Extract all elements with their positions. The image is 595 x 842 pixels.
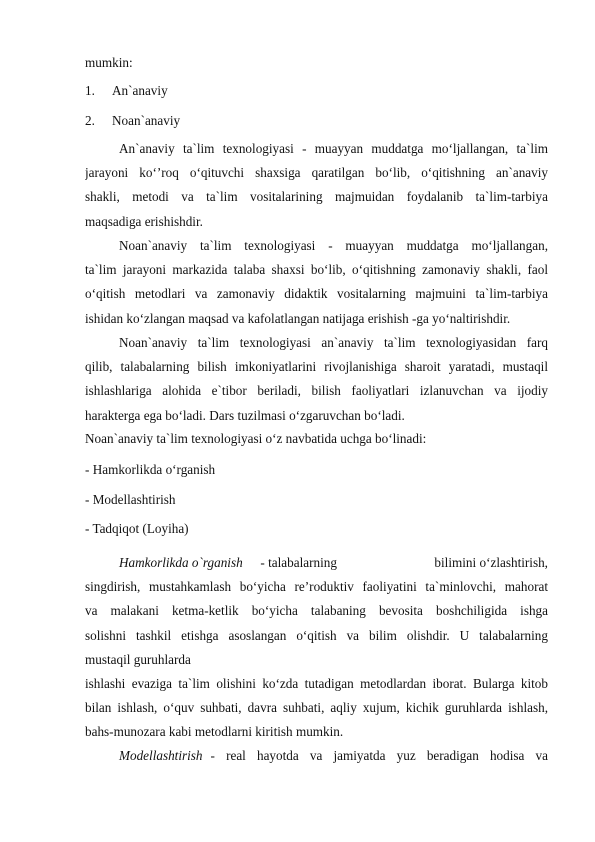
term-hamkorlikda: Hamkorlikda o`rganish — [119, 555, 243, 570]
paragraph-line: bahs-munozara kabi metodlarni kiritish mumkin. — [85, 724, 344, 739]
list-item — [85, 113, 180, 129]
paragraph-line: o‘qitish metodlari va zamonaviy didaktik vositalarning majmuini ta`lim-tarbiya — [85, 286, 548, 301]
bullet-item: - Hamkorlikda o‘rganish — [85, 462, 216, 477]
list-number: 1. — [85, 83, 95, 98]
paragraph-line: singdirish, mustahkamlash bo‘yicha re’roduktiv faoliyatini ta`minlovchi, mahorat — [85, 579, 548, 594]
list-item-text: Noan`anaviy — [112, 113, 181, 128]
paragraph-line: solishni tashkil etishga asoslangan o‘qitish va bilim olishdir. U talabalarning — [85, 628, 548, 643]
paragraph-line: ta`lim jarayoni markazida talaba shaxsi bo‘lib, o‘qitishning zamonaviy shakli, faol — [85, 262, 548, 277]
term-definition-start: - talabalarning — [260, 555, 337, 570]
paragraph-line: ishlashi evaziga ta`lim olishini ko‘zda tutadigan metodlardan iborat. Bularga kitob — [85, 676, 548, 691]
paragraph-line: shakli, metodi va ta`lim vositalarining majmuidan foydalanib ta`lim-tarbiya — [85, 189, 548, 204]
bullet-item: - Modellashtirish — [85, 492, 176, 507]
paragraph-line: An`anaviy ta`lim texnologiyasi - muayyan muddatga mo‘ljallangan, ta`lim — [119, 141, 548, 156]
paragraph-line: maqsadiga erishishdir. — [85, 214, 203, 229]
paragraph-line: Noan`anaviy ta`lim texnologiyasi an`anaviy ta`lim texnologiyasidan farq — [119, 335, 548, 350]
paragraph-line: bilan ishlash, o‘quv suhbati, davra suhbati, aqliy xujum, kichik guruhlarda ishlash, — [85, 700, 548, 715]
paragraph-line: ishidan ko‘zlangan maqsad va kafolatlangan natijaga erishish -ga yo‘naltirishdir. — [85, 311, 511, 326]
paragraph-line: harakterga ega bo‘ladi. Dars tuzilmasi o‘zgaruvchan bo‘ladi. — [85, 408, 405, 423]
paragraph-line: mustaqil guruhlarda — [85, 652, 191, 667]
term-definition: - real hayotda va jamiyatda yuz beradigan hodisa va — [210, 748, 548, 763]
term-definition-continued: bilimini o‘zlashtirish, — [434, 555, 548, 570]
text-line: mumkin: — [85, 55, 133, 70]
paragraph-line: Noan`anaviy ta`lim texnologiyasi - muayyan muddatga mo‘ljallangan, — [119, 238, 548, 253]
term-modellashtirish: Modellashtirish — [119, 748, 203, 763]
list-item-text: An`anaviy — [112, 83, 168, 98]
list-item — [85, 83, 168, 99]
list-number: 2. — [85, 113, 95, 128]
paragraph-line — [119, 555, 548, 571]
paragraph-line: Noan`anaviy ta`lim texnologiyasi o‘z navbatida uchga bo‘linadi: — [85, 431, 427, 446]
paragraph-line — [119, 748, 548, 764]
paragraph-line: va malakani ketma-ketlik bo‘yicha talabaning bevosita boshchiligida ishga — [85, 603, 548, 618]
bullet-item: - Tadqiqot (Loyiha) — [85, 521, 189, 536]
paragraph-line: jarayoni ko‘’roq o‘qituvchi shaxsiga qaratilgan bo‘lib, o‘qitishning an`anaviy — [85, 165, 548, 180]
paragraph-line: ishlashlariga alohida e`tibor beriladi, bilish faoliyatlari izlanuvchan va ijodiy — [85, 383, 548, 398]
paragraph-line: qilib, talabalarning bilish imkoniyatlarini rivojlanishiga sharoit yaratadi, mustaqil — [85, 359, 548, 374]
